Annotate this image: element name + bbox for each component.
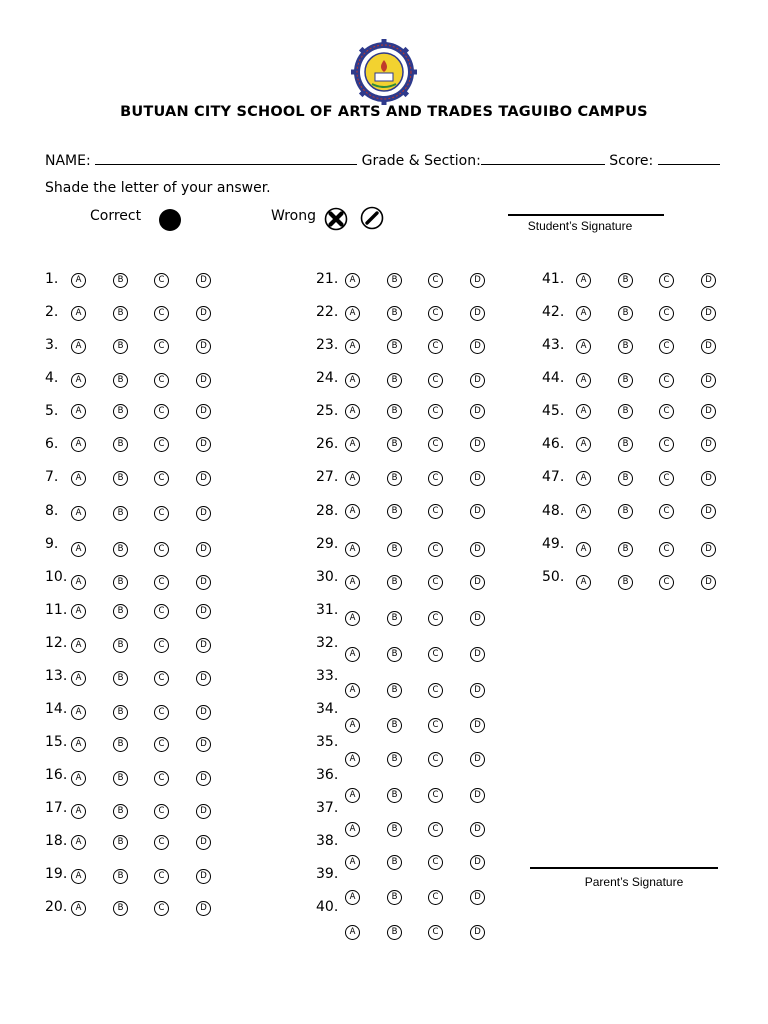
answer-bubble-b[interactable]: B	[387, 718, 402, 733]
answer-bubble-d[interactable]: D	[470, 788, 485, 803]
answer-bubble-c[interactable]: C	[428, 822, 443, 837]
answer-bubble-b[interactable]: B	[113, 869, 128, 884]
page-title: BUTUAN CITY SCHOOL OF ARTS AND TRADES TAGUIBO CAMPUS	[120, 104, 648, 120]
answer-bubble-a[interactable]: A	[576, 339, 591, 354]
answer-bubble-c[interactable]: C	[154, 437, 169, 452]
answer-bubble-a[interactable]: A	[345, 683, 360, 698]
answer-bubble-d[interactable]: D	[701, 542, 716, 557]
answer-bubble-b[interactable]: B	[113, 901, 128, 916]
question-number: 42.	[542, 304, 565, 320]
answer-bubble-b[interactable]: B	[113, 373, 128, 388]
question-number: 45.	[542, 403, 565, 419]
answer-bubble-c[interactable]: C	[428, 373, 443, 388]
answer-bubble-a[interactable]: A	[71, 835, 86, 850]
answer-bubble-d[interactable]: D	[701, 404, 716, 419]
answer-bubble-a[interactable]: A	[71, 542, 86, 557]
answer-bubble-d[interactable]: D	[470, 718, 485, 733]
question-number: 12.	[45, 635, 68, 651]
answer-bubble-b[interactable]: B	[113, 671, 128, 686]
answer-bubble-d[interactable]: D	[470, 306, 485, 321]
answer-bubble-d[interactable]: D	[701, 575, 716, 590]
answer-bubble-c[interactable]: C	[428, 752, 443, 767]
answer-bubble-b[interactable]: B	[387, 890, 402, 905]
answer-bubble-a[interactable]: A	[576, 471, 591, 486]
answer-bubble-b[interactable]: B	[618, 404, 633, 419]
question-number: 48.	[542, 503, 565, 519]
question-number: 16.	[45, 767, 68, 783]
filled-circle-icon	[158, 208, 182, 232]
question-number: 20.	[45, 899, 68, 915]
answer-bubble-d[interactable]: D	[196, 506, 211, 521]
question-number: 30.	[316, 569, 339, 585]
answer-bubble-c[interactable]: C	[659, 404, 674, 419]
question-number: 41.	[542, 271, 565, 287]
answer-bubble-c[interactable]: C	[154, 869, 169, 884]
answer-bubble-c[interactable]: C	[428, 683, 443, 698]
answer-bubble-d[interactable]: D	[196, 575, 211, 590]
answer-bubble-a[interactable]: A	[71, 638, 86, 653]
answer-bubble-b[interactable]: B	[387, 822, 402, 837]
answer-bubble-c[interactable]: C	[428, 306, 443, 321]
answer-bubble-c[interactable]: C	[659, 504, 674, 519]
question-number: 32.	[316, 635, 339, 651]
answer-bubble-d[interactable]: D	[196, 542, 211, 557]
answer-bubble-b[interactable]: B	[113, 575, 128, 590]
question-number: 43.	[542, 337, 565, 353]
answer-bubble-b[interactable]: B	[618, 273, 633, 288]
answer-bubble-a[interactable]: A	[345, 404, 360, 419]
question-number: 44.	[542, 370, 565, 386]
answer-bubble-a[interactable]: A	[345, 925, 360, 940]
answer-bubble-b[interactable]: B	[113, 437, 128, 452]
answer-bubble-c[interactable]: C	[428, 611, 443, 626]
answer-bubble-d[interactable]: D	[196, 471, 211, 486]
answer-bubble-d[interactable]: D	[470, 611, 485, 626]
answer-bubble-b[interactable]: B	[387, 437, 402, 452]
answer-bubble-b[interactable]: B	[618, 437, 633, 452]
answer-bubble-d[interactable]: D	[196, 737, 211, 752]
answer-bubble-a[interactable]: A	[345, 822, 360, 837]
answer-bubble-d[interactable]: D	[196, 373, 211, 388]
answer-bubble-d[interactable]: D	[196, 671, 211, 686]
answer-bubble-a[interactable]: A	[345, 575, 360, 590]
answer-bubble-d[interactable]: D	[196, 404, 211, 419]
answer-bubble-b[interactable]: B	[618, 471, 633, 486]
answer-bubble-d[interactable]: D	[196, 306, 211, 321]
answer-bubble-b[interactable]: B	[387, 273, 402, 288]
question-number: 5.	[45, 403, 59, 419]
answer-bubble-b[interactable]: B	[113, 404, 128, 419]
answer-bubble-c[interactable]: C	[154, 373, 169, 388]
answer-bubble-c[interactable]: C	[154, 705, 169, 720]
answer-bubble-c[interactable]: C	[659, 373, 674, 388]
question-number: 6.	[45, 436, 59, 452]
answer-bubble-a[interactable]: A	[71, 705, 86, 720]
answer-bubble-a[interactable]: A	[71, 339, 86, 354]
answer-bubble-d[interactable]: D	[470, 437, 485, 452]
answer-bubble-c[interactable]: C	[154, 542, 169, 557]
answer-bubble-a[interactable]: A	[576, 575, 591, 590]
answer-bubble-c[interactable]: C	[659, 575, 674, 590]
answer-bubble-b[interactable]: B	[113, 339, 128, 354]
answer-bubble-d[interactable]: D	[196, 638, 211, 653]
answer-bubble-d[interactable]: D	[701, 306, 716, 321]
answer-bubble-c[interactable]: C	[154, 835, 169, 850]
name-field[interactable]	[95, 152, 357, 165]
answer-bubble-b[interactable]: B	[618, 339, 633, 354]
answer-bubble-b[interactable]: B	[113, 471, 128, 486]
question-number: 28.	[316, 503, 339, 519]
legend-wrong-label: Wrong	[271, 208, 316, 224]
question-number: 35.	[316, 734, 339, 750]
crossed-circle-icon	[324, 207, 348, 231]
answer-bubble-a[interactable]: A	[345, 788, 360, 803]
answer-bubble-c[interactable]: C	[428, 718, 443, 733]
answer-bubble-d[interactable]: D	[196, 705, 211, 720]
answer-bubble-c[interactable]: C	[428, 575, 443, 590]
answer-bubble-b[interactable]: B	[113, 273, 128, 288]
answer-bubble-b[interactable]: B	[618, 306, 633, 321]
answer-bubble-d[interactable]: D	[701, 471, 716, 486]
answer-bubble-c[interactable]: C	[154, 671, 169, 686]
answer-bubble-a[interactable]: A	[345, 855, 360, 870]
question-number: 40.	[316, 899, 339, 915]
instruction-text: Shade the letter of your answer.	[45, 180, 271, 196]
answer-bubble-d[interactable]: D	[470, 471, 485, 486]
answer-bubble-a[interactable]: A	[576, 504, 591, 519]
answer-bubble-b[interactable]: B	[113, 542, 128, 557]
answer-bubble-c[interactable]: C	[428, 788, 443, 803]
question-number: 49.	[542, 536, 565, 552]
question-number: 36.	[316, 767, 339, 783]
answer-bubble-b[interactable]: B	[387, 404, 402, 419]
answer-bubble-c[interactable]: C	[428, 404, 443, 419]
answer-bubble-d[interactable]: D	[196, 901, 211, 916]
question-number: 47.	[542, 469, 565, 485]
answer-bubble-c[interactable]: C	[154, 273, 169, 288]
answer-bubble-a[interactable]: A	[71, 869, 86, 884]
answer-bubble-b[interactable]: B	[113, 506, 128, 521]
answer-bubble-c[interactable]: C	[428, 339, 443, 354]
answer-bubble-a[interactable]: A	[71, 273, 86, 288]
question-number: 31.	[316, 602, 339, 618]
answer-bubble-d[interactable]: D	[470, 575, 485, 590]
student-info-line	[45, 152, 720, 169]
answer-bubble-d[interactable]: D	[196, 604, 211, 619]
answer-bubble-c[interactable]: C	[659, 339, 674, 354]
answer-bubble-b[interactable]: B	[387, 611, 402, 626]
answer-bubble-d[interactable]: D	[701, 504, 716, 519]
answer-bubble-c[interactable]: C	[428, 647, 443, 662]
answer-bubble-d[interactable]: D	[196, 339, 211, 354]
answer-bubble-c[interactable]: C	[659, 273, 674, 288]
answer-bubble-c[interactable]: C	[154, 506, 169, 521]
answer-bubble-d[interactable]: D	[470, 373, 485, 388]
answer-bubble-b[interactable]: B	[113, 737, 128, 752]
answer-bubble-a[interactable]: A	[345, 647, 360, 662]
answer-bubble-c[interactable]: C	[659, 437, 674, 452]
answer-bubble-a[interactable]: A	[71, 737, 86, 752]
answer-bubble-c[interactable]: C	[659, 306, 674, 321]
answer-bubble-d[interactable]: D	[196, 869, 211, 884]
answer-bubble-d[interactable]: D	[470, 822, 485, 837]
answer-bubble-a[interactable]: A	[345, 273, 360, 288]
answer-bubble-a[interactable]: A	[71, 804, 86, 819]
answer-bubble-a[interactable]: A	[71, 575, 86, 590]
answer-bubble-d[interactable]: D	[701, 437, 716, 452]
answer-bubble-d[interactable]: D	[701, 273, 716, 288]
answer-bubble-d[interactable]: D	[196, 804, 211, 819]
answer-bubble-b[interactable]: B	[618, 575, 633, 590]
answer-bubble-a[interactable]: A	[345, 611, 360, 626]
score-label: Score:	[609, 153, 654, 169]
answer-bubble-d[interactable]: D	[470, 339, 485, 354]
answer-bubble-a[interactable]: A	[71, 373, 86, 388]
question-number: 46.	[542, 436, 565, 452]
answer-bubble-d[interactable]: D	[470, 752, 485, 767]
answer-bubble-b[interactable]: B	[113, 638, 128, 653]
answer-bubble-c[interactable]: C	[154, 471, 169, 486]
answer-bubble-d[interactable]: D	[701, 373, 716, 388]
answer-bubble-d[interactable]: D	[196, 437, 211, 452]
answer-bubble-c[interactable]: C	[659, 471, 674, 486]
question-number: 14.	[45, 701, 68, 717]
answer-bubble-a[interactable]: A	[345, 437, 360, 452]
answer-bubble-c[interactable]: C	[428, 471, 443, 486]
answer-bubble-a[interactable]: A	[71, 671, 86, 686]
answer-bubble-b[interactable]: B	[387, 306, 402, 321]
question-number: 10.	[45, 569, 68, 585]
answer-bubble-a[interactable]: A	[576, 437, 591, 452]
question-number: 8.	[45, 503, 59, 519]
answer-bubble-c[interactable]: C	[428, 542, 443, 557]
answer-bubble-b[interactable]: B	[387, 339, 402, 354]
question-number: 7.	[45, 469, 59, 485]
parent-signature-label: Parent’s Signature	[584, 875, 684, 889]
answer-bubble-a[interactable]: A	[576, 306, 591, 321]
question-number: 17.	[45, 800, 68, 816]
answer-bubble-a[interactable]: A	[345, 306, 360, 321]
answer-bubble-a[interactable]: A	[345, 718, 360, 733]
answer-bubble-c[interactable]: C	[154, 339, 169, 354]
answer-bubble-d[interactable]: D	[470, 542, 485, 557]
question-number: 1.	[45, 271, 59, 287]
question-number: 11.	[45, 602, 68, 618]
answer-bubble-c[interactable]: C	[154, 604, 169, 619]
answer-bubble-c[interactable]: C	[154, 804, 169, 819]
question-number: 3.	[45, 337, 59, 353]
question-number: 34.	[316, 701, 339, 717]
question-number: 4.	[45, 370, 59, 386]
answer-bubble-a[interactable]: A	[345, 752, 360, 767]
answer-bubble-c[interactable]: C	[154, 901, 169, 916]
answer-bubble-d[interactable]: D	[470, 925, 485, 940]
question-number: 22.	[316, 304, 339, 320]
answer-bubble-c[interactable]: C	[659, 542, 674, 557]
answer-bubble-a[interactable]: A	[71, 604, 86, 619]
grade-section-field[interactable]	[481, 152, 605, 165]
parent-signature-line[interactable]	[530, 867, 718, 869]
question-number: 33.	[316, 668, 339, 684]
answer-bubble-a[interactable]: A	[576, 542, 591, 557]
answer-bubble-b[interactable]: B	[387, 788, 402, 803]
answer-bubble-b[interactable]: B	[113, 306, 128, 321]
answer-bubble-d[interactable]: D	[470, 404, 485, 419]
answer-bubble-d[interactable]: D	[470, 855, 485, 870]
answer-bubble-a[interactable]: A	[345, 504, 360, 519]
name-label: NAME:	[45, 153, 91, 169]
answer-bubble-b[interactable]: B	[387, 542, 402, 557]
answer-bubble-d[interactable]: D	[470, 273, 485, 288]
legend-correct-label: Correct	[90, 208, 142, 224]
answer-bubble-b[interactable]: B	[387, 855, 402, 870]
student-signature-line[interactable]	[508, 214, 664, 216]
question-number: 21.	[316, 271, 339, 287]
question-number: 18.	[45, 833, 68, 849]
answer-bubble-b[interactable]: B	[387, 683, 402, 698]
answer-bubble-a[interactable]: A	[71, 404, 86, 419]
answer-bubble-d[interactable]: D	[470, 647, 485, 662]
answer-bubble-d[interactable]: D	[470, 890, 485, 905]
answer-bubble-c[interactable]: C	[154, 306, 169, 321]
answer-bubble-d[interactable]: D	[470, 504, 485, 519]
slashed-circle-icon	[360, 206, 384, 230]
answer-bubble-d[interactable]: D	[196, 273, 211, 288]
answer-bubble-c[interactable]: C	[428, 890, 443, 905]
answer-bubble-b[interactable]: B	[387, 925, 402, 940]
question-number: 13.	[45, 668, 68, 684]
answer-bubble-b[interactable]: B	[387, 373, 402, 388]
answer-bubble-d[interactable]: D	[196, 771, 211, 786]
answer-bubble-c[interactable]: C	[154, 771, 169, 786]
question-number: 15.	[45, 734, 68, 750]
answer-bubble-b[interactable]: B	[387, 471, 402, 486]
answer-bubble-a[interactable]: A	[576, 373, 591, 388]
grade-section-label: Grade & Section:	[361, 153, 481, 169]
question-number: 27.	[316, 469, 339, 485]
answer-bubble-a[interactable]: A	[576, 404, 591, 419]
question-number: 26.	[316, 436, 339, 452]
answer-bubble-b[interactable]: B	[113, 771, 128, 786]
student-signature-label: Student’s Signature	[527, 219, 633, 233]
answer-bubble-b[interactable]: B	[113, 604, 128, 619]
question-number: 37.	[316, 800, 339, 816]
answer-bubble-d[interactable]: D	[701, 339, 716, 354]
question-number: 38.	[316, 833, 339, 849]
question-number: 23.	[316, 337, 339, 353]
answer-bubble-a[interactable]: A	[345, 471, 360, 486]
question-number: 2.	[45, 304, 59, 320]
answer-bubble-a[interactable]: A	[71, 306, 86, 321]
answer-bubble-a[interactable]: A	[71, 506, 86, 521]
question-number: 24.	[316, 370, 339, 386]
answer-bubble-a[interactable]: A	[71, 901, 86, 916]
answer-bubble-c[interactable]: C	[428, 437, 443, 452]
answer-bubble-a[interactable]: A	[71, 437, 86, 452]
question-number: 39.	[316, 866, 339, 882]
answer-bubble-d[interactable]: D	[470, 683, 485, 698]
answer-bubble-b[interactable]: B	[113, 705, 128, 720]
answer-bubble-c[interactable]: C	[428, 855, 443, 870]
question-number: 29.	[316, 536, 339, 552]
school-seal-icon	[350, 38, 418, 106]
answer-bubble-a[interactable]: A	[71, 771, 86, 786]
answer-bubble-a[interactable]: A	[345, 339, 360, 354]
answer-bubble-b[interactable]: B	[387, 647, 402, 662]
answer-bubble-c[interactable]: C	[428, 925, 443, 940]
answer-bubble-b[interactable]: B	[618, 504, 633, 519]
answer-bubble-b[interactable]: B	[113, 835, 128, 850]
answer-bubble-a[interactable]: A	[345, 373, 360, 388]
answer-bubble-d[interactable]: D	[196, 835, 211, 850]
question-number: 9.	[45, 536, 59, 552]
answer-bubble-b[interactable]: B	[618, 542, 633, 557]
answer-bubble-c[interactable]: C	[154, 638, 169, 653]
answer-bubble-c[interactable]: C	[428, 504, 443, 519]
score-field[interactable]	[658, 152, 720, 165]
answer-bubble-c[interactable]: C	[428, 273, 443, 288]
answer-bubble-a[interactable]: A	[576, 273, 591, 288]
answer-bubble-b[interactable]: B	[618, 373, 633, 388]
answer-bubble-c[interactable]: C	[154, 737, 169, 752]
question-number: 25.	[316, 403, 339, 419]
answer-bubble-a[interactable]: A	[345, 542, 360, 557]
answer-bubble-a[interactable]: A	[345, 890, 360, 905]
question-number: 19.	[45, 866, 68, 882]
answer-bubble-c[interactable]: C	[154, 404, 169, 419]
answer-bubble-c[interactable]: C	[154, 575, 169, 590]
answer-bubble-a[interactable]: A	[71, 471, 86, 486]
answer-bubble-b[interactable]: B	[387, 752, 402, 767]
answer-bubble-b[interactable]: B	[113, 804, 128, 819]
answer-bubble-b[interactable]: B	[387, 504, 402, 519]
answer-bubble-b[interactable]: B	[387, 575, 402, 590]
question-number: 50.	[542, 569, 565, 585]
